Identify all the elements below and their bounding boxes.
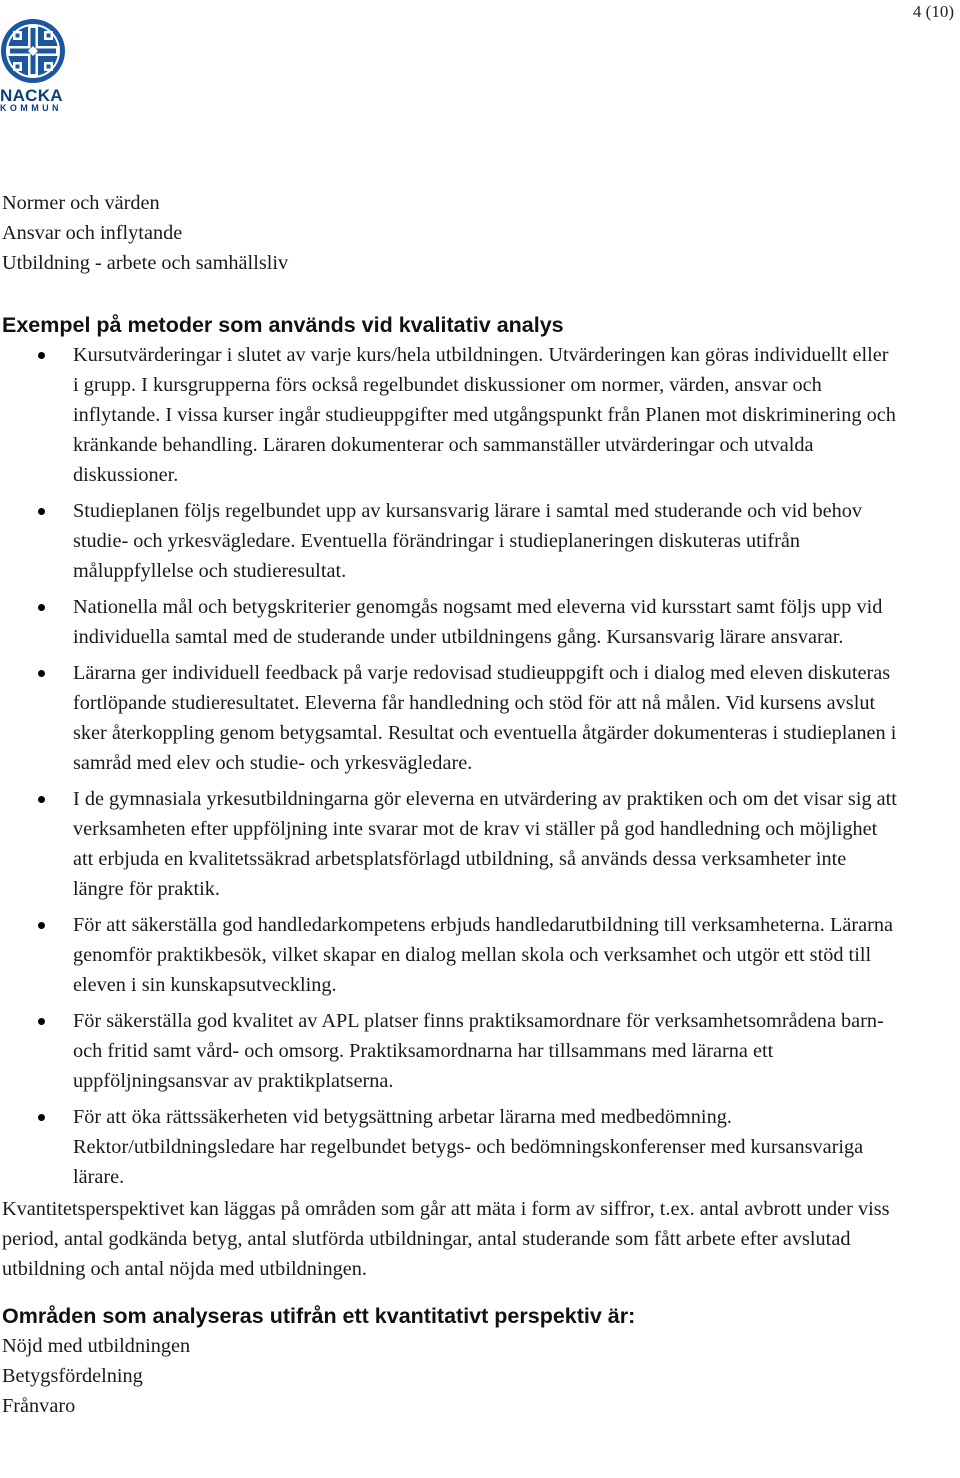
bullet-item	[2, 340, 952, 490]
bullet-icon	[38, 796, 45, 803]
bullet-text: För säkerställa god kvalitet av APL platser finns praktiksamordnare för verksamhetsområdena barn- och fritid samt vård- och omsorg. Praktiksamordnarna har tillsammans med lärarna ett uppföljningsansvar av praktikplatserna.	[73, 1010, 884, 1092]
nacka-kommun-logo	[0, 18, 72, 113]
bullet-text: För att säkerställa god handledarkompetens erbjuds handledarutbildning till verksamheterna. Lärarna genomför praktikbesök, vilket skapar en dialog mellan skola och verksamhet och utgör ett stöd till eleven i sin kunskapsutveckling.	[73, 914, 893, 996]
intro-line: Ansvar och inflytande	[2, 222, 183, 244]
bullet-text: Lärarna ger individuell feedback på varje redovisad studieuppgift och i dialog med eleven diskuteras fortlöpande studieresultatet. Eleverna får handledning och stöd för att nå målen. Vid kursens avslut sker återkoppling genom betygsamtal. Resultat och eventuella åtgärder dokumenteras i studieplanen i samråd med elev och studie- och yrkesvägledare.	[73, 662, 897, 774]
bullet-icon	[38, 604, 45, 611]
area-line: Nöjd med utbildningen	[2, 1335, 191, 1357]
area-line: Betygsfördelning	[2, 1365, 143, 1387]
bullet-text: Studieplanen följs regelbundet upp av kursansvarig lärare i samtal med studerande och vid behov studie- och yrkesvägledare. Eventuella förändringar i studieplaneringen diskuteras utifrån måluppfyllelse och studieresultat.	[73, 500, 863, 582]
page-number: 4 (10)	[912, 2, 954, 21]
bullet-item	[2, 592, 952, 652]
bullet-item	[2, 496, 952, 586]
bullet-text: För att öka rättssäkerheten vid betygsättning arbetar lärarna med medbedömning. Rektor/utbildningsledare har regelbundet betygs- och bedömningskonferenser med kursansvariga lärare.	[73, 1106, 864, 1188]
document-body	[2, 188, 952, 1421]
intro-line: Utbildning - arbete och samhällsliv	[2, 252, 289, 274]
bullet-icon	[38, 922, 45, 929]
bullet-text: Nationella mål och betygskriterier genomgås nogsamt med eleverna vid kursstart samt följs upp vid individuella samtal med de studerande under utbildningens gång. Kursansvarig lärare ansvarar.	[73, 596, 883, 648]
bullet-icon	[38, 670, 45, 677]
section-heading-qualitative: Exempel på metoder som används vid kvalitativ analys	[2, 313, 564, 337]
bullet-item	[2, 1102, 952, 1192]
section-heading-quantitative: Områden som analyseras utifrån ett kvantitativt perspektiv är:	[2, 1304, 636, 1328]
area-line: Frånvaro	[2, 1395, 76, 1417]
logo-subtitle: KOMMUN	[0, 103, 62, 113]
bullet-icon	[38, 1018, 45, 1025]
intro-line: Normer och värden	[2, 192, 160, 214]
bullet-text: I de gymnasiala yrkesutbildningarna gör eleverna en utvärdering av praktiken och om det visar sig att verksamheten efter uppföljning inte svarar mot de krav vi ställer på god handledning och möjlighet att erbjuda en kvalitetssäkrad arbetsplatsförlagd utbildning, så används dessa verksamheter inte längre för praktik.	[73, 788, 897, 900]
bullet-item	[2, 784, 952, 904]
intro-lines	[2, 188, 952, 278]
quantitative-areas	[2, 1331, 952, 1421]
nacka-crest-icon	[0, 18, 66, 84]
bullet-item	[2, 1006, 952, 1096]
bullet-item	[2, 658, 952, 778]
bullet-text: Kursutvärderingar i slutet av varje kurs/hela utbildningen. Utvärderingen kan göras individuellt eller i grupp. I kursgrupperna förs också regelbundet diskussioner om normer, värden, ansvar och inflytande. I vissa kurser ingår studieuppgifter med utgångspunkt från Planen mot diskriminering och kränkande behandling. Läraren dokumenterar och sammanställer utvärderingar och utvalda diskussioner.	[73, 344, 896, 486]
bullet-icon	[38, 1114, 45, 1121]
method-bullet-list	[2, 340, 952, 1192]
bullet-icon	[38, 508, 45, 515]
logo-name: NACKA	[0, 86, 63, 105]
bullet-icon	[38, 352, 45, 359]
bullet-item	[2, 910, 952, 1000]
quantitative-paragraph: Kvantitetsperspektivet kan läggas på områden som går att mäta i form av siffror, t.ex. antal avbrott under viss period, antal godkända betyg, antal slutförda utbildningar, antal studerande som fått arbete efter avslutad utbildning och antal nöjda med utbildningen.	[2, 1198, 890, 1280]
